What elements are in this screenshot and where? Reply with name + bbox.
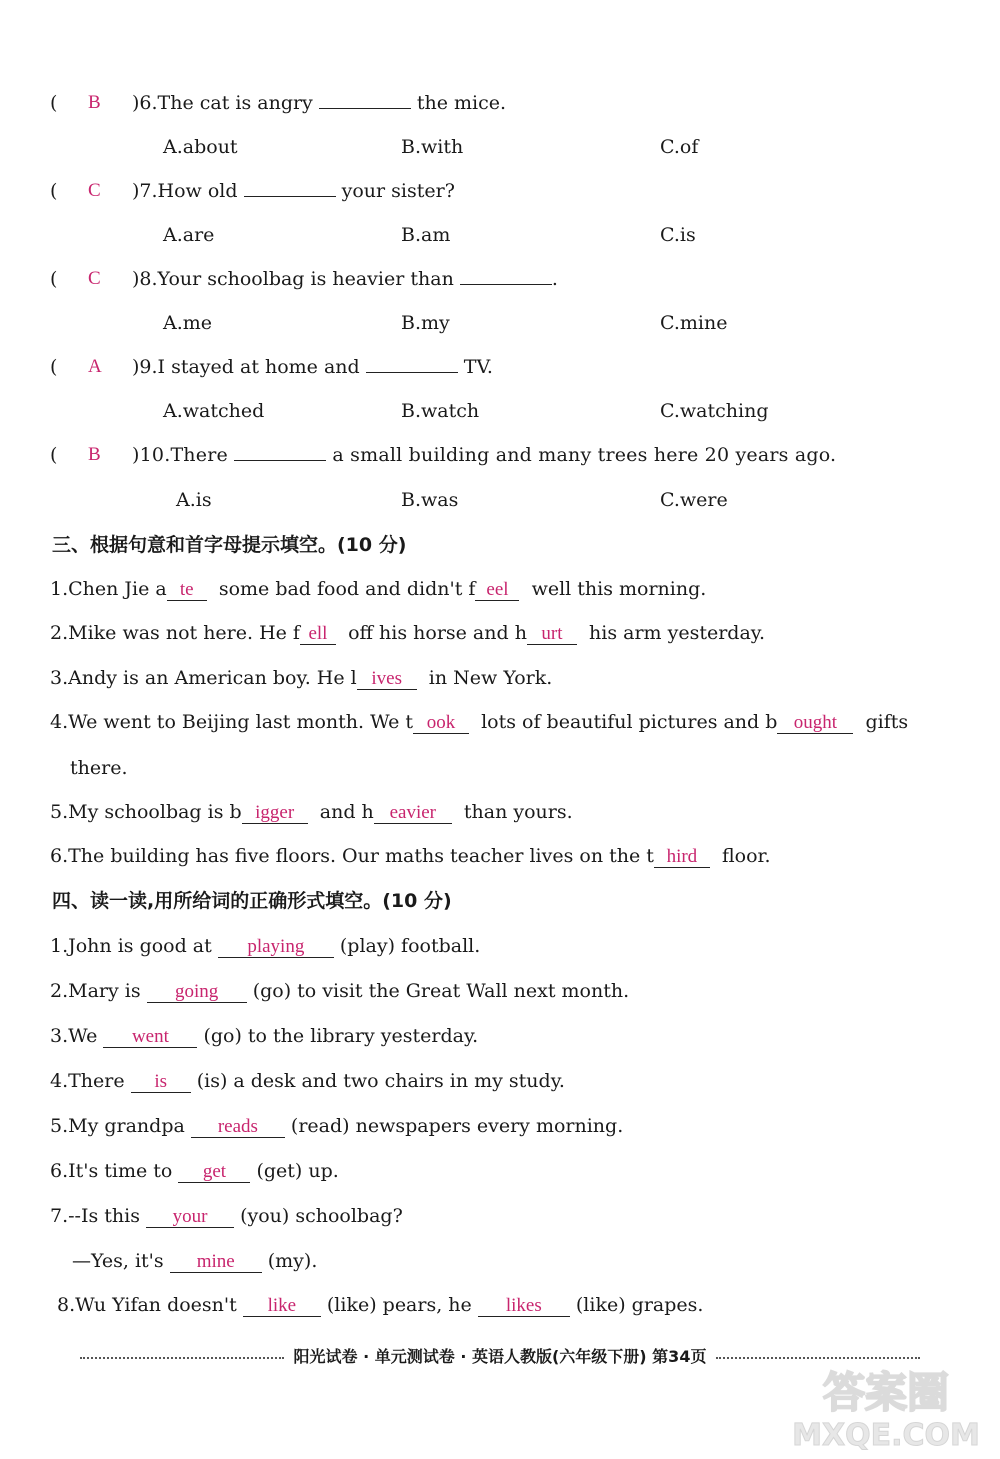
section-4-title: 四、读一读,用所给词的正确形式填空。(10 分)	[52, 890, 452, 912]
s3-line-4	[50, 709, 908, 735]
watermark-logo-icon	[786, 1363, 986, 1451]
option-a: A.watched	[163, 400, 265, 422]
option-c: C.mine	[660, 312, 728, 334]
answer-blank: is	[131, 1072, 191, 1093]
mc-stem	[132, 442, 836, 468]
mc-text-pre: I stayed at home and	[157, 356, 366, 378]
text: (go) to the library yesterday.	[203, 1025, 479, 1047]
text: his arm yesterday.	[589, 622, 766, 644]
s3-line-5	[50, 799, 573, 825]
s4-line-5	[50, 1113, 623, 1139]
mc-answer: C	[88, 268, 101, 289]
option-a: A.about	[163, 136, 238, 158]
mc-number: )7.	[132, 180, 158, 202]
mc-answer: A	[88, 356, 102, 377]
answer-blank: igger	[242, 803, 308, 824]
mc-number: )10.	[132, 444, 171, 466]
mc-text-pre: How old	[157, 180, 244, 202]
option-a: A.are	[163, 224, 215, 246]
answer-blank: te	[167, 580, 207, 601]
svg-text:答案圈: 答案圈	[822, 1368, 950, 1417]
text: 8.Wu Yifan doesn't	[57, 1294, 237, 1316]
answer-blank: ought	[777, 713, 853, 734]
text: 5.My grandpa	[50, 1115, 185, 1137]
option-b: B.was	[401, 489, 459, 511]
section-3-title: 三、根据句意和首字母提示填空。(10 分)	[52, 534, 407, 556]
text: (get) up.	[256, 1160, 339, 1182]
text: 4.We went to Beijing last month. We t	[50, 711, 413, 733]
mc-text-post: TV.	[457, 356, 493, 378]
footer-dots-left	[80, 1357, 284, 1359]
mc-answer: B	[88, 444, 101, 465]
footer-dots-right	[716, 1357, 920, 1359]
text: (my).	[267, 1250, 318, 1272]
text: (go) to visit the Great Wall next month.	[252, 980, 630, 1002]
text: 5.My schoolbag is b	[50, 801, 242, 823]
mc-stem	[132, 178, 455, 204]
answer-blank: ell	[300, 624, 336, 645]
open-paren: (	[50, 444, 58, 466]
text: 2.Mary is	[50, 980, 141, 1002]
mc-text-post: .	[551, 268, 558, 290]
option-b: B.am	[401, 224, 451, 246]
text: (you) schoolbag?	[240, 1205, 403, 1227]
blank	[244, 196, 336, 197]
answer-blank: your	[146, 1207, 234, 1228]
mc-stem	[132, 90, 506, 116]
open-paren: (	[50, 356, 58, 378]
text: and h	[319, 801, 374, 823]
mc-text-post: the mice.	[410, 92, 507, 114]
s4-line-3	[50, 1023, 478, 1049]
blank	[319, 108, 411, 109]
mc-text-post: a small building and many trees here 20 years ago.	[326, 444, 837, 466]
answer-blank: like	[243, 1296, 321, 1317]
text: (play) football.	[339, 935, 481, 957]
s4-line-7-reply	[72, 1248, 317, 1274]
text: off his horse and h	[348, 622, 527, 644]
mc-answer: B	[88, 92, 101, 113]
answer-blank: ook	[413, 713, 469, 734]
text: 1.Chen Jie a	[50, 578, 167, 600]
text: 6.The building has five floors. Our maths teacher lives on the t	[50, 845, 654, 867]
answer-blank: playing	[218, 937, 334, 958]
text: well this morning.	[531, 578, 707, 600]
mc-number: )8.	[132, 268, 158, 290]
text: 7.--Is this	[50, 1205, 140, 1227]
s4-line-7	[50, 1203, 403, 1229]
mc-text-post: your sister?	[335, 180, 455, 202]
answer-blank: eel	[475, 580, 519, 601]
answer-blank: ives	[357, 669, 417, 690]
text: 3.We	[50, 1025, 98, 1047]
blank	[234, 460, 326, 461]
mc-number: )9.	[132, 356, 158, 378]
mc-text-pre: There	[170, 444, 235, 466]
s4-line-2	[50, 978, 629, 1004]
s3-line-6	[50, 843, 771, 869]
text: 2.Mike was not here. He f	[50, 622, 300, 644]
s4-line-1	[50, 933, 480, 959]
option-a: A.is	[176, 489, 212, 511]
s3-line-4-cont: there.	[70, 757, 128, 779]
text: floor.	[721, 845, 771, 867]
mc-stem	[132, 266, 558, 292]
text: 1.John is good at	[50, 935, 212, 957]
open-paren: (	[50, 180, 58, 202]
s3-line-1	[50, 576, 706, 602]
blank	[366, 372, 458, 373]
text: lots of beautiful pictures and b	[481, 711, 778, 733]
option-c: C.were	[660, 489, 728, 511]
mc-text-pre: The cat is angry	[157, 92, 319, 114]
option-b: B.watch	[401, 400, 480, 422]
text: 3.Andy is an American boy. He l	[50, 667, 357, 689]
mc-answer: C	[88, 180, 101, 201]
option-c: C.is	[660, 224, 696, 246]
text: (like) pears, he	[326, 1294, 472, 1316]
answer-blank: likes	[478, 1296, 570, 1317]
option-b: B.my	[401, 312, 450, 334]
text: gifts	[865, 711, 909, 733]
text: some bad food and didn't f	[218, 578, 476, 600]
mc-number: )6.	[132, 92, 158, 114]
text: (like) grapes.	[575, 1294, 704, 1316]
option-c: C.watching	[660, 400, 769, 422]
answer-blank: reads	[191, 1117, 285, 1138]
blank	[460, 284, 552, 285]
answer-blank: going	[147, 982, 247, 1003]
mc-stem	[132, 354, 493, 380]
text: than yours.	[463, 801, 573, 823]
answer-blank: urt	[527, 624, 577, 645]
text: (is) a desk and two chairs in my study.	[196, 1070, 565, 1092]
text: in New York.	[428, 667, 553, 689]
s4-line-4	[50, 1068, 565, 1094]
answer-blank: eavier	[374, 803, 452, 824]
svg-text:MXQE.COM: MXQE.COM	[792, 1418, 980, 1451]
answer-blank: get	[178, 1162, 250, 1183]
s3-line-2	[50, 620, 765, 646]
footer-text: 阳光试卷 · 单元测试卷 · 英语人教版(六年级下册) 第34页	[293, 1347, 707, 1366]
open-paren: (	[50, 268, 58, 290]
option-b: B.with	[401, 136, 464, 158]
s4-line-8	[57, 1292, 703, 1318]
open-paren: (	[50, 92, 58, 114]
s4-line-6	[50, 1158, 339, 1184]
text: (read) newspapers every morning.	[290, 1115, 624, 1137]
mc-text-pre: Your schoolbag is heavier than	[157, 268, 460, 290]
answer-blank: mine	[170, 1252, 262, 1273]
option-a: A.me	[163, 312, 213, 334]
answer-blank: hird	[654, 847, 710, 868]
s3-line-3	[50, 665, 552, 691]
answer-blank: went	[103, 1027, 197, 1048]
option-c: C.of	[660, 136, 699, 158]
text: 4.There	[50, 1070, 125, 1092]
text: —Yes, it's	[72, 1250, 164, 1272]
text: 6.It's time to	[50, 1160, 173, 1182]
